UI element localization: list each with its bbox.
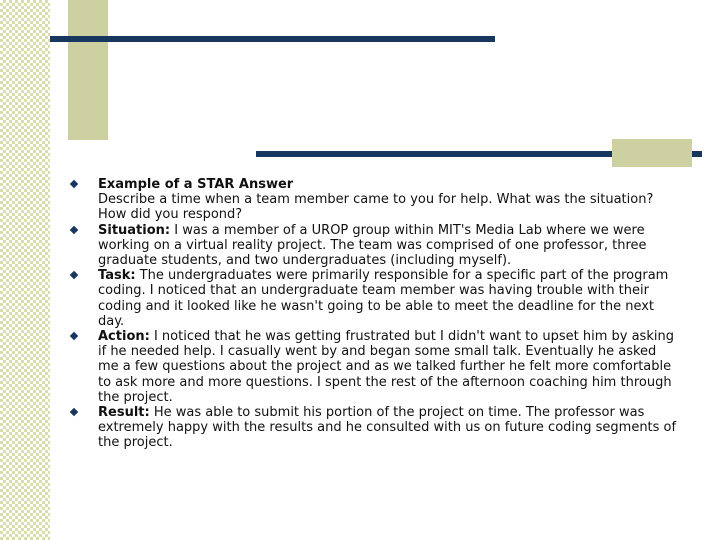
decorative-tan-block-top xyxy=(68,0,108,140)
bullet-text: He was able to submit his portion of the project on time. The professor was extremely happy with the results and he consulted with us on future coding segments of the project. xyxy=(98,405,677,451)
bullet-item-action xyxy=(70,329,680,405)
bullet-item-result xyxy=(70,405,680,451)
bullet-diamond-icon xyxy=(70,180,78,188)
bullet-term: Result: xyxy=(98,405,150,421)
checker-pattern-strip xyxy=(0,0,50,540)
bullet-diamond-icon xyxy=(70,225,78,233)
slide-body xyxy=(70,177,680,451)
bullet-term: Example of a STAR Answer xyxy=(98,177,294,192)
bullet-text: The undergraduates were primarily responsible for a specific part of the program coding. I noticed that an undergraduate team member was having trouble with their coding and it looked like he wasn't going to be able to meet the deadline for the next day. xyxy=(98,268,669,329)
bullet-item-situation xyxy=(70,223,680,269)
decorative-bar-top xyxy=(50,36,495,42)
bullet-item-task xyxy=(70,268,680,329)
bullet-diamond-icon xyxy=(70,408,78,416)
bullet-text: Describe a time when a team member came to you for help. What was the situation? How did you respond? xyxy=(98,192,654,223)
decorative-tan-block-right xyxy=(612,139,692,167)
bullet-text: I was a member of a UROP group within MIT's Media Lab where we were working on a virtual reality project. The team was comprised of one professor, three graduate students, and two undergraduates (including myself). xyxy=(98,222,647,269)
bullet-term: Action: xyxy=(98,329,150,345)
bullet-term: Task: xyxy=(98,268,136,284)
bullet-diamond-icon xyxy=(70,332,78,340)
bullet-item-example xyxy=(70,177,680,223)
bullet-diamond-icon xyxy=(70,271,78,279)
bullet-term: Situation: xyxy=(98,222,171,238)
bullet-text: I noticed that he was getting frustrated but I didn't want to upset him by asking if he needed help. I casually went by and began some small talk. Eventually he asked me a few questions about the project and as we talked further he felt more comfortable to ask more and more questions. I spent the rest of the afternoon coaching him through the project. xyxy=(98,329,674,405)
